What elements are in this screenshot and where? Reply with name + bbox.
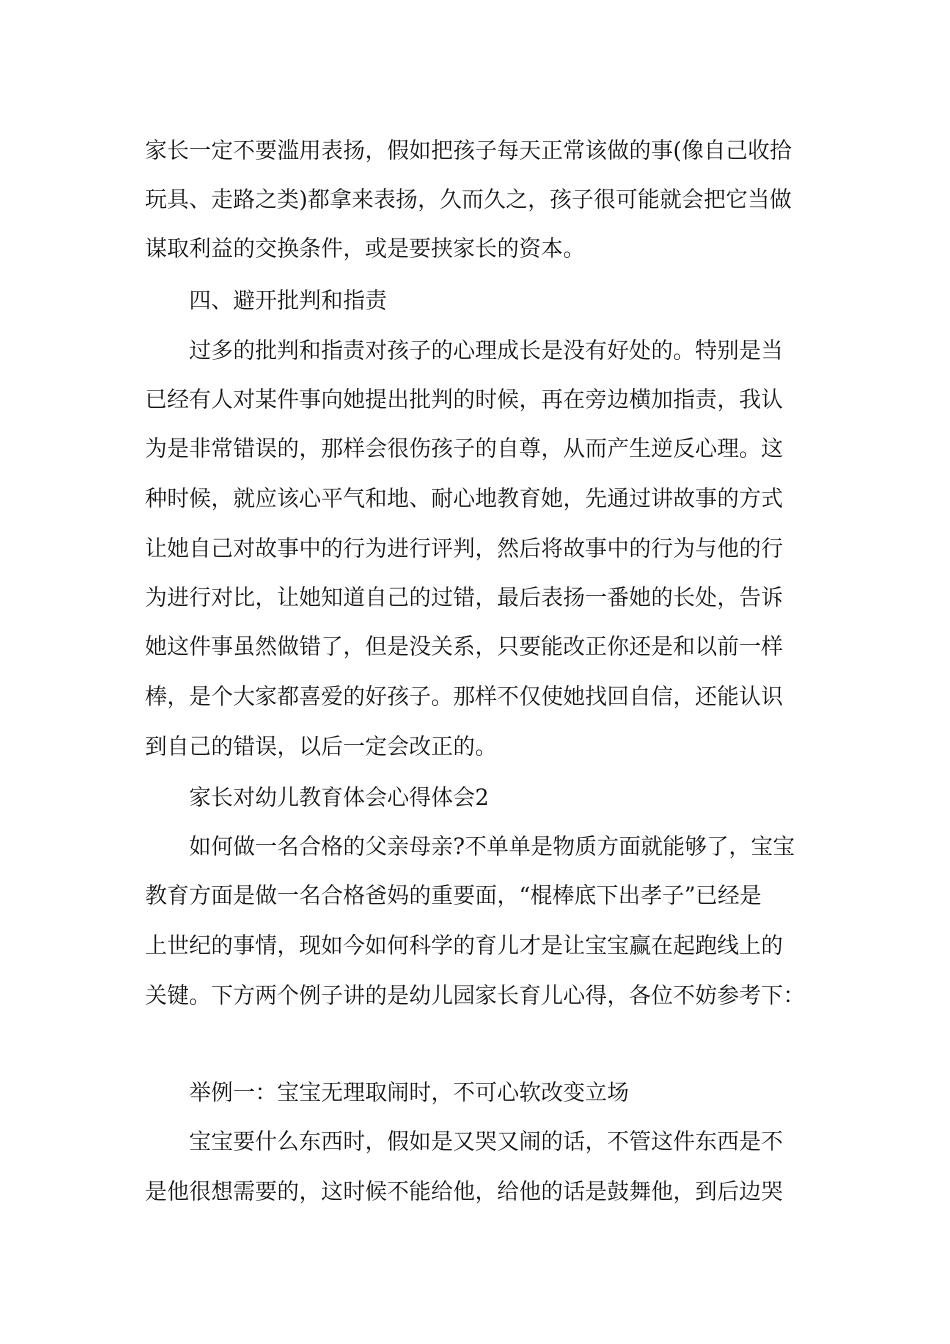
- paragraph-line: 让她自己对故事中的行为进行评判，然后将故事中的行为与他的行: [145, 537, 784, 562]
- paragraph-line: 为进行对比，让她知道自己的过错，最后表扬一番她的长处，告诉: [145, 586, 784, 611]
- paragraph-line: 宝宝要什么东西时，假如是又哭又闹的话，不管这件东西是不: [189, 1130, 784, 1155]
- paragraph-line: 如何做一名合格的父亲母亲?不单单是物质方面就能够了，宝宝: [189, 835, 795, 860]
- paragraph-line: 为是非常错误的，那样会很伤孩子的自尊，从而产生逆反心理。这: [145, 437, 784, 462]
- paragraph-line: 家长一定不要滥用表扬，假如把孩子每天正常该做的事(像自己收拾: [145, 139, 792, 164]
- paragraph-line: 是他很想需要的，这时候不能给他，给他的话是鼓舞他，到后边哭: [145, 1180, 784, 1205]
- paragraph-line: 教育方面是做一名合格爸妈的重要面，“棍棒底下出孝子”已经是: [145, 884, 762, 909]
- paragraph-line: 到自己的错误，以后一定会改正的。: [145, 735, 498, 760]
- paragraph-line: 她这件事虽然做错了，但是没关系，只要能改正你还是和以前一样: [145, 635, 784, 660]
- section-heading: 家长对幼儿教育体会心得体会2: [189, 786, 489, 811]
- paragraph-line: 已经有人对某件事向她提出批判的时候，再在旁边横加指责，我认: [145, 388, 784, 413]
- example-heading: 举例一：宝宝无理取闹时，不可心软改变立场: [189, 1081, 630, 1106]
- paragraph-line: 种时候，就应该心平气和地、耐心地教育她，先通过讲故事的方式: [145, 487, 784, 512]
- paragraph-line: 谋取利益的交换条件，或是要挟家长的资本。: [145, 237, 586, 262]
- paragraph-line: 棒，是个大家都喜爱的好孩子。那样不仅使她找回自信，还能认识: [145, 685, 784, 710]
- paragraph-line: 过多的批判和指责对孩子的心理成长是没有好处的。特别是当: [189, 339, 784, 364]
- paragraph-line: 上世纪的事情，现如今如何科学的育儿才是让宝宝赢在起跑线上的: [145, 934, 784, 959]
- paragraph-line: 关键。下方两个例子讲的是幼儿园家长育儿心得，各位不妨参考下：: [145, 984, 806, 1009]
- paragraph-line: 玩具、走路之类)都拿来表扬，久而久之，孩子很可能就会把它当做: [145, 188, 792, 213]
- section-heading: 四、避开批判和指责: [189, 289, 388, 314]
